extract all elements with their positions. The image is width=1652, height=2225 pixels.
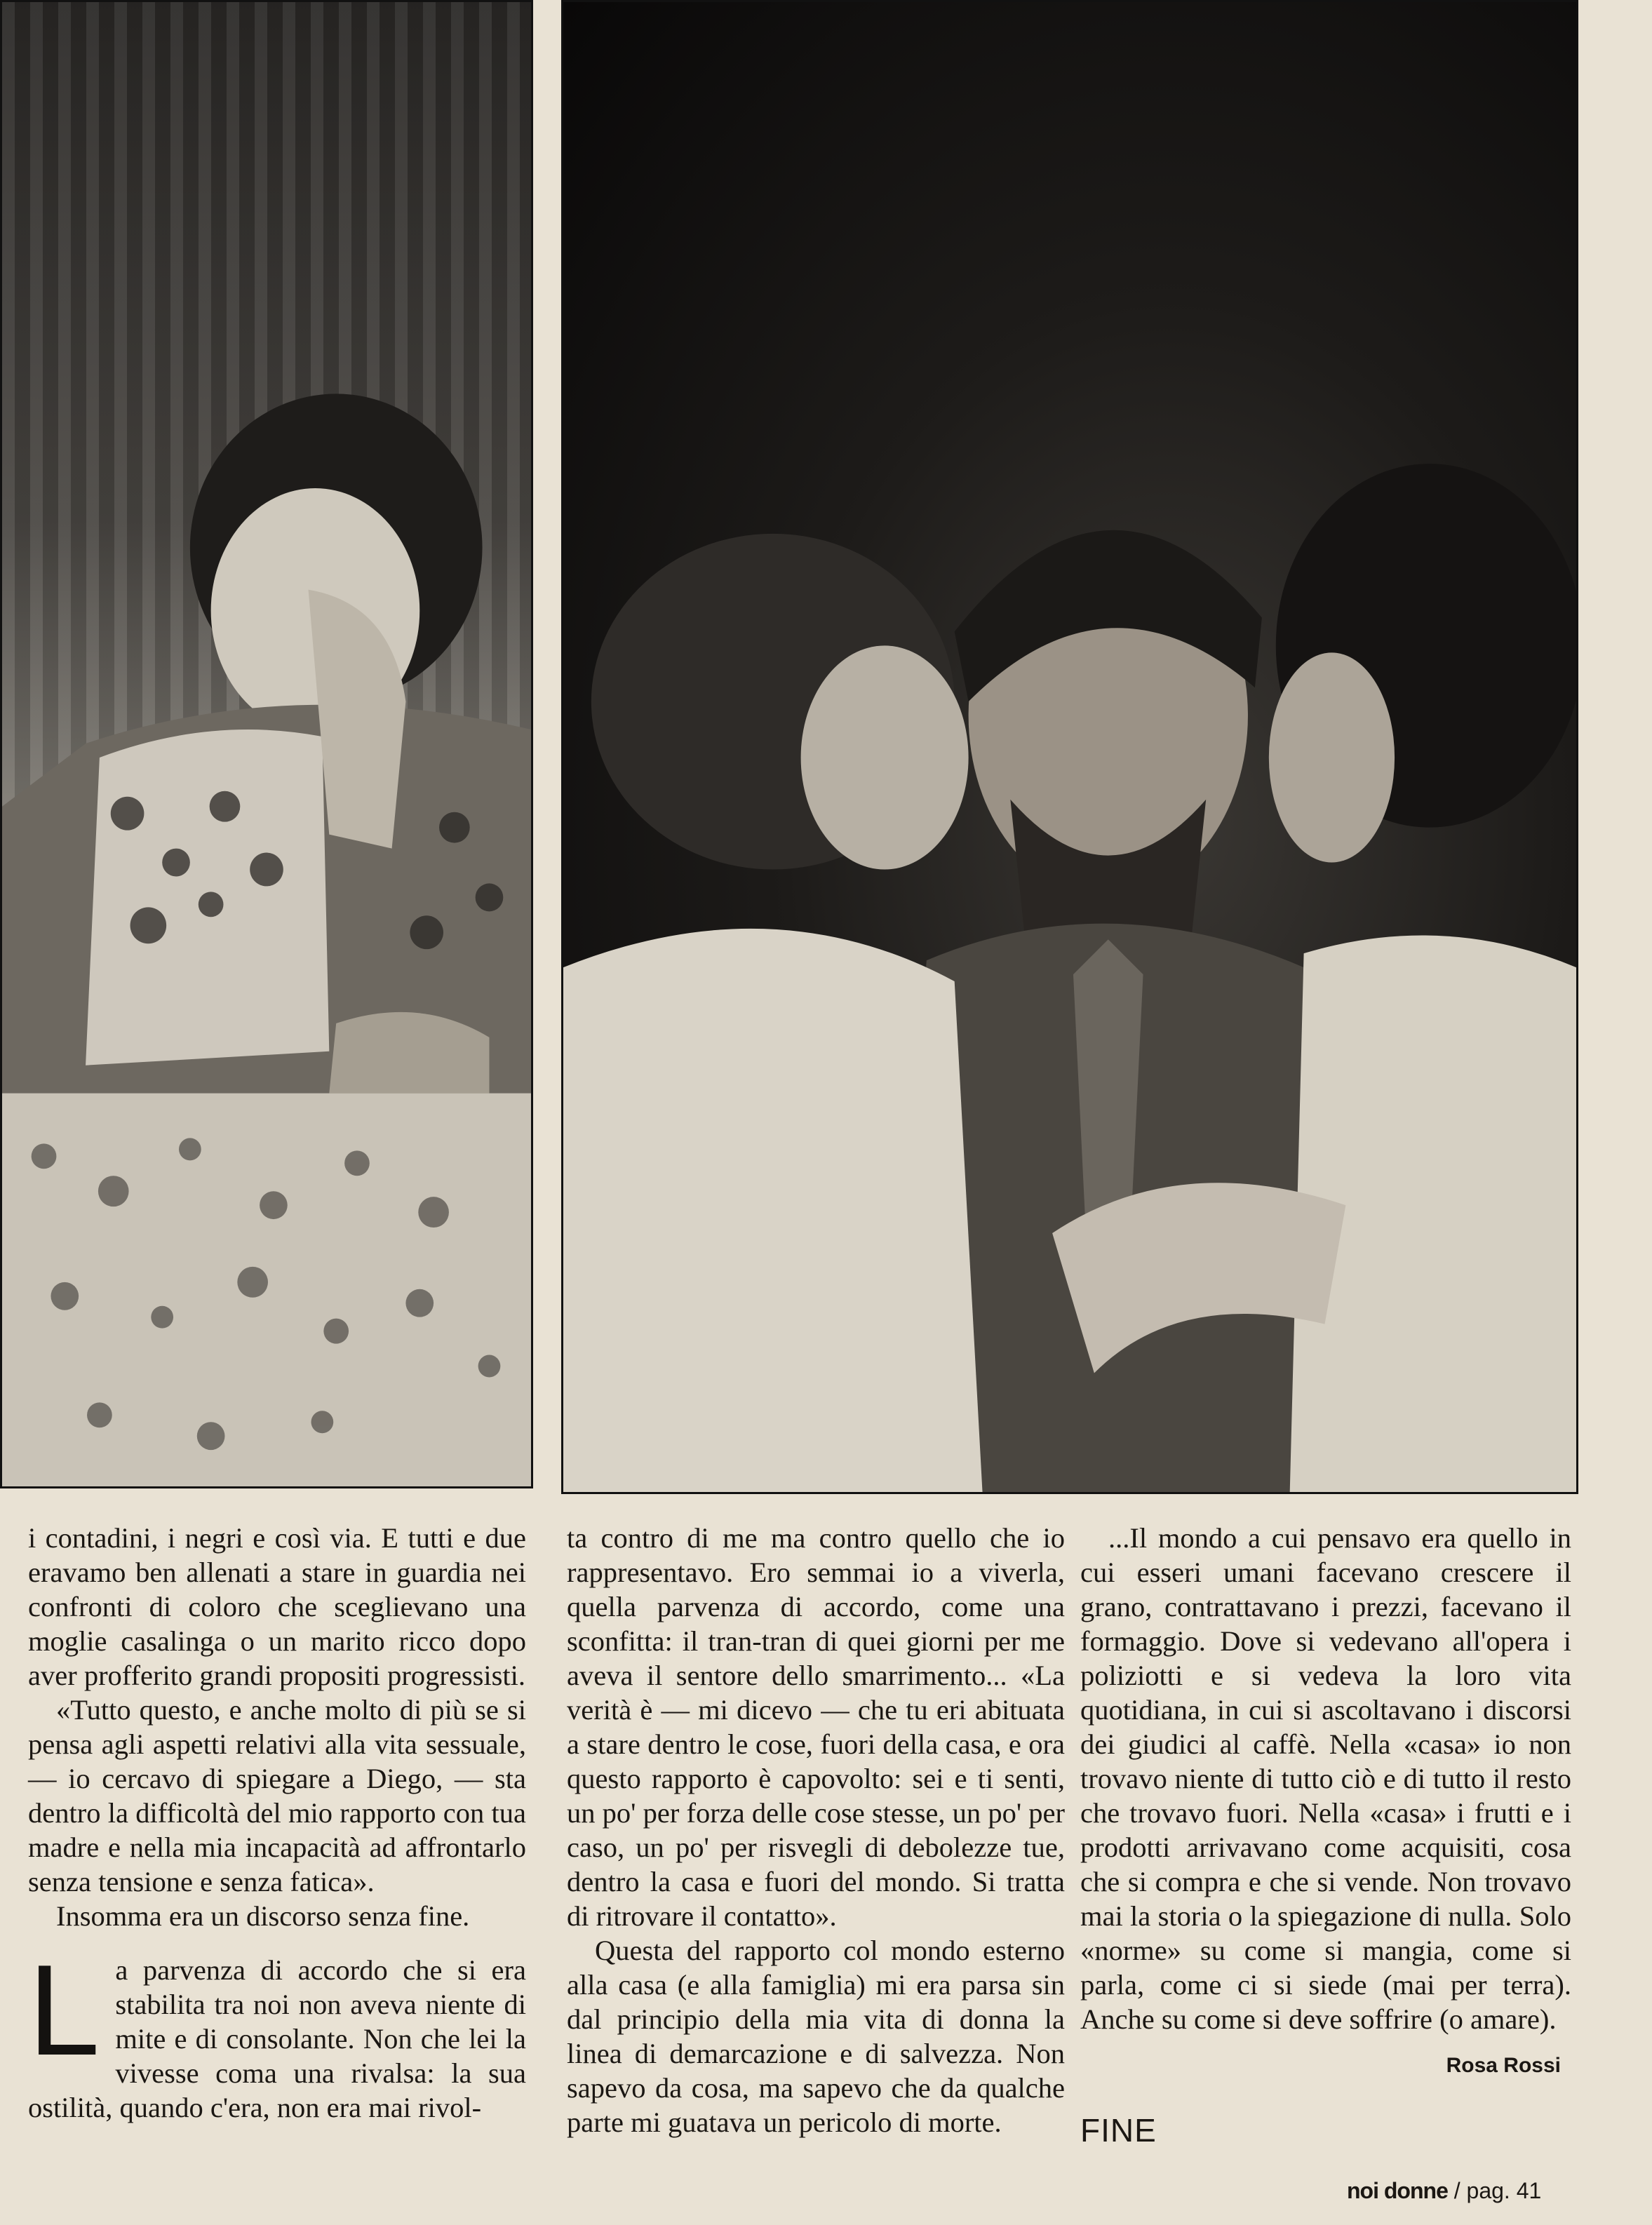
column3-paragraph-1: ...Il mondo a cui pensavo era quello in cui esseri umani facevano crescere il grano, contrattavano i prezzi, facevano il formaggio. Dove si vedevano all'opera i poliziotti e si vedeva la loro vita quotidiana, in cui si ascoltavano i discorsi dei giudici al caffè. Nella «casa» io non trovavo niente di tutto ciò e di tutto il resto che trovavo fuori. Nella «casa» i frutti e i prodotti arrivavano come acquisiti, cosa che si compra e che si vende. Non trovavo mai la storia o la spiegazione di nulla. Solo «norme» su come si mangia, come si parla, come ci si siede (mai per terra). Anche su come si deve soffrire (o amare). bbox=[1080, 1522, 1571, 2035]
photo-woman-at-window bbox=[0, 0, 533, 1488]
photo-kiss-scene bbox=[561, 0, 1578, 1494]
article-column-2 bbox=[567, 1521, 1065, 2139]
page-footer bbox=[1347, 2178, 1541, 2204]
column2-paragraph-2: Questa del rapporto col mondo esterno alla casa (e alla famiglia) mi era parsa sin dal principio della mia vita di donna la linea di demarcazione e di salvezza. Non sapevo da cosa, ma sapevo che da qualche parte mi guatava un pericolo di morte. bbox=[567, 1935, 1065, 2138]
column1-paragraph-3: Insomma era un discorso senza fine. bbox=[56, 1900, 470, 1932]
column1-paragraph-4-text: a parvenza di accordo che si era stabilita tra noi non aveva niente di mite e di consolante. Non che lei la vivesse coma una rivalsa: la sua ostilità, quando c'era, non era mai rivol- bbox=[28, 1954, 526, 2123]
end-mark: FINE bbox=[1080, 2112, 1157, 2149]
drop-cap: L bbox=[28, 1937, 100, 2082]
column2-paragraph-1: ta contro di me ma contro quello che io rappresentavo. Ero semmai io a viverla, quella parvenza di accordo, come una sconfitta: il tran-tran di quei giorni per me aveva il sentore dello smarrimento... «La verità è — mi dicevo — che tu eri abituata a stare dentro le cose, fuori della casa, e ora questo rapporto è capovolto: sei e ti senti, un po' per forza delle cose stesse, un po' per caso, un po' per risvegli di debolezze tue, dentro la casa e fuori del mondo. Si tratta di ritrovare il contatto». bbox=[567, 1522, 1065, 1932]
article-column-3 bbox=[1080, 1521, 1571, 2036]
article-column-1 bbox=[28, 1521, 526, 2125]
column1-paragraph-2: «Tutto questo, e anche molto di più se si pensa agli aspetti relativi alla vita sessuale, — io cercavo di spiegare a Diego, — sta dentro la difficoltà del mio rapporto con tua madre e nella mia incapacità ad affrontarlo senza tensione e senza fatica». bbox=[28, 1694, 526, 1897]
footer-separator: / bbox=[1453, 2178, 1460, 2203]
column1-paragraph-1: i contadini, i negri e così via. E tutti e due eravamo ben allenati a stare in guardia nei confronti di coloro che sceglievano una moglie casalinga o un marito ricco dopo aver profferito grandi propositi progressisti. bbox=[28, 1522, 526, 1691]
author-byline: Rosa Rossi bbox=[1446, 2054, 1561, 2077]
photo-kiss-illustration bbox=[563, 2, 1576, 1492]
column1-paragraph-4 bbox=[28, 1937, 526, 2125]
magazine-brand: noi donne bbox=[1347, 2178, 1448, 2203]
photo-woman-illustration bbox=[2, 2, 531, 1486]
page-number: pag. 41 bbox=[1466, 2178, 1542, 2203]
